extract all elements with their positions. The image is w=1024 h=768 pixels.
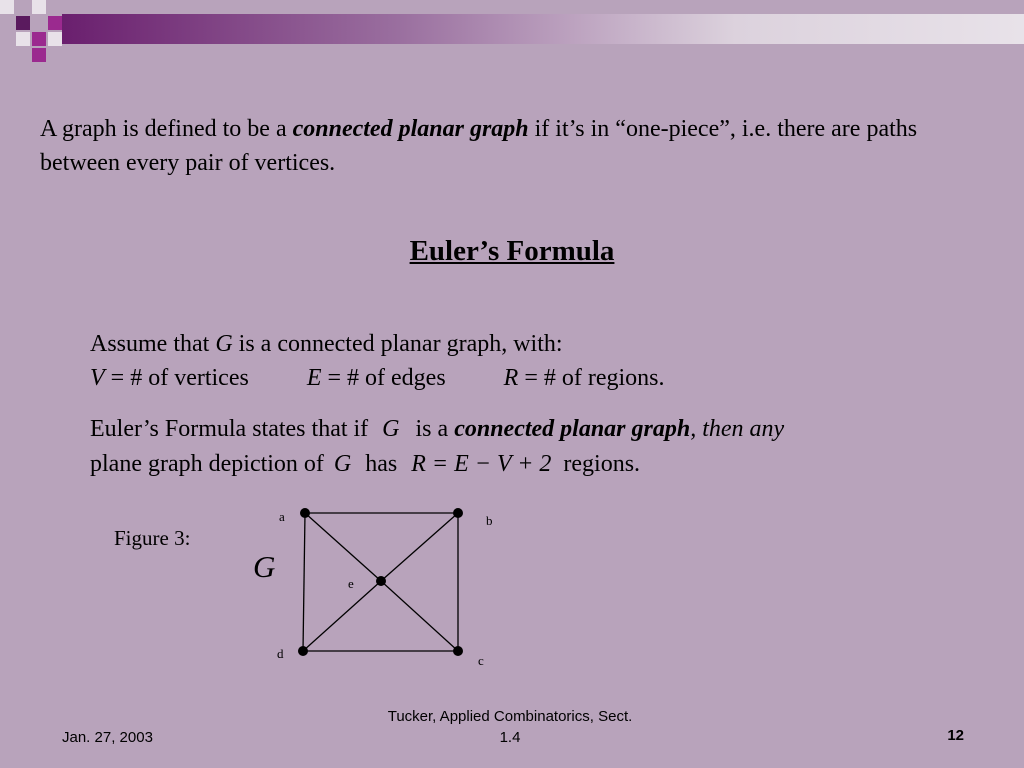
definition-text-after: if it’s in “one-piece”, i.e. there are paths between every pair of vertices. <box>40 116 918 176</box>
vertex-e <box>376 576 386 586</box>
vertex-label-a: a <box>279 509 285 524</box>
statement-text-1: Euler’s Formula states that if <box>90 416 375 442</box>
vertex-label-c: c <box>478 653 484 668</box>
figure-label: Figure 3: <box>114 526 191 550</box>
vertex-label-e: e <box>348 576 354 591</box>
var-r: R <box>503 365 519 391</box>
graph-name: G <box>253 549 276 584</box>
edge-d-a <box>303 513 305 651</box>
formula: R = E − V + 2 <box>411 451 552 477</box>
slide-title: Euler’s Formula <box>409 235 615 267</box>
definition-text-before: A graph is defined to be a <box>40 116 293 142</box>
definition-emphasis: connected planar graph <box>292 116 529 142</box>
var-e: E <box>306 365 322 391</box>
statement-text-2: is a <box>409 416 455 442</box>
statement-var-g2: G <box>333 451 352 477</box>
vertex-label-d: d <box>277 646 284 661</box>
statement-text-5: has <box>359 451 404 477</box>
footer-date: Jan. 27, 2003 <box>62 729 153 746</box>
edge-e-c <box>381 581 458 651</box>
vertex-a <box>300 508 310 518</box>
def-vertices: = # of vertices <box>104 365 249 391</box>
assumption-text: Assume that <box>90 331 216 357</box>
page-number: 12 <box>947 727 964 744</box>
vertex-d <box>298 646 308 656</box>
def-regions: = # of regions. <box>518 365 665 391</box>
statement-emphasis: connected planar graph <box>454 416 691 442</box>
def-edges: = # of edges <box>321 365 446 391</box>
vertex-b <box>453 508 463 518</box>
vertex-c <box>453 646 463 656</box>
statement-text-4: plane graph depiction of <box>90 451 330 477</box>
edge-b-e <box>381 513 458 581</box>
var-v: V <box>90 365 105 391</box>
edge-e-d <box>303 581 381 651</box>
assumption-var-g: G <box>215 331 233 357</box>
vertex-label-b: b <box>486 513 493 528</box>
edge-a-e <box>305 513 381 581</box>
footer-source <box>360 706 660 748</box>
statement-text-6: regions. <box>557 451 641 477</box>
statement-var-g1: G <box>382 416 400 442</box>
statement-text-3: , then any <box>690 416 785 442</box>
footer-source-line-2: 1.4 <box>499 729 521 746</box>
assumption-text-after: is a connected planar graph, with: <box>232 331 563 357</box>
footer-source-line-1: Tucker, Applied Combinatorics, Sect. <box>387 708 633 725</box>
